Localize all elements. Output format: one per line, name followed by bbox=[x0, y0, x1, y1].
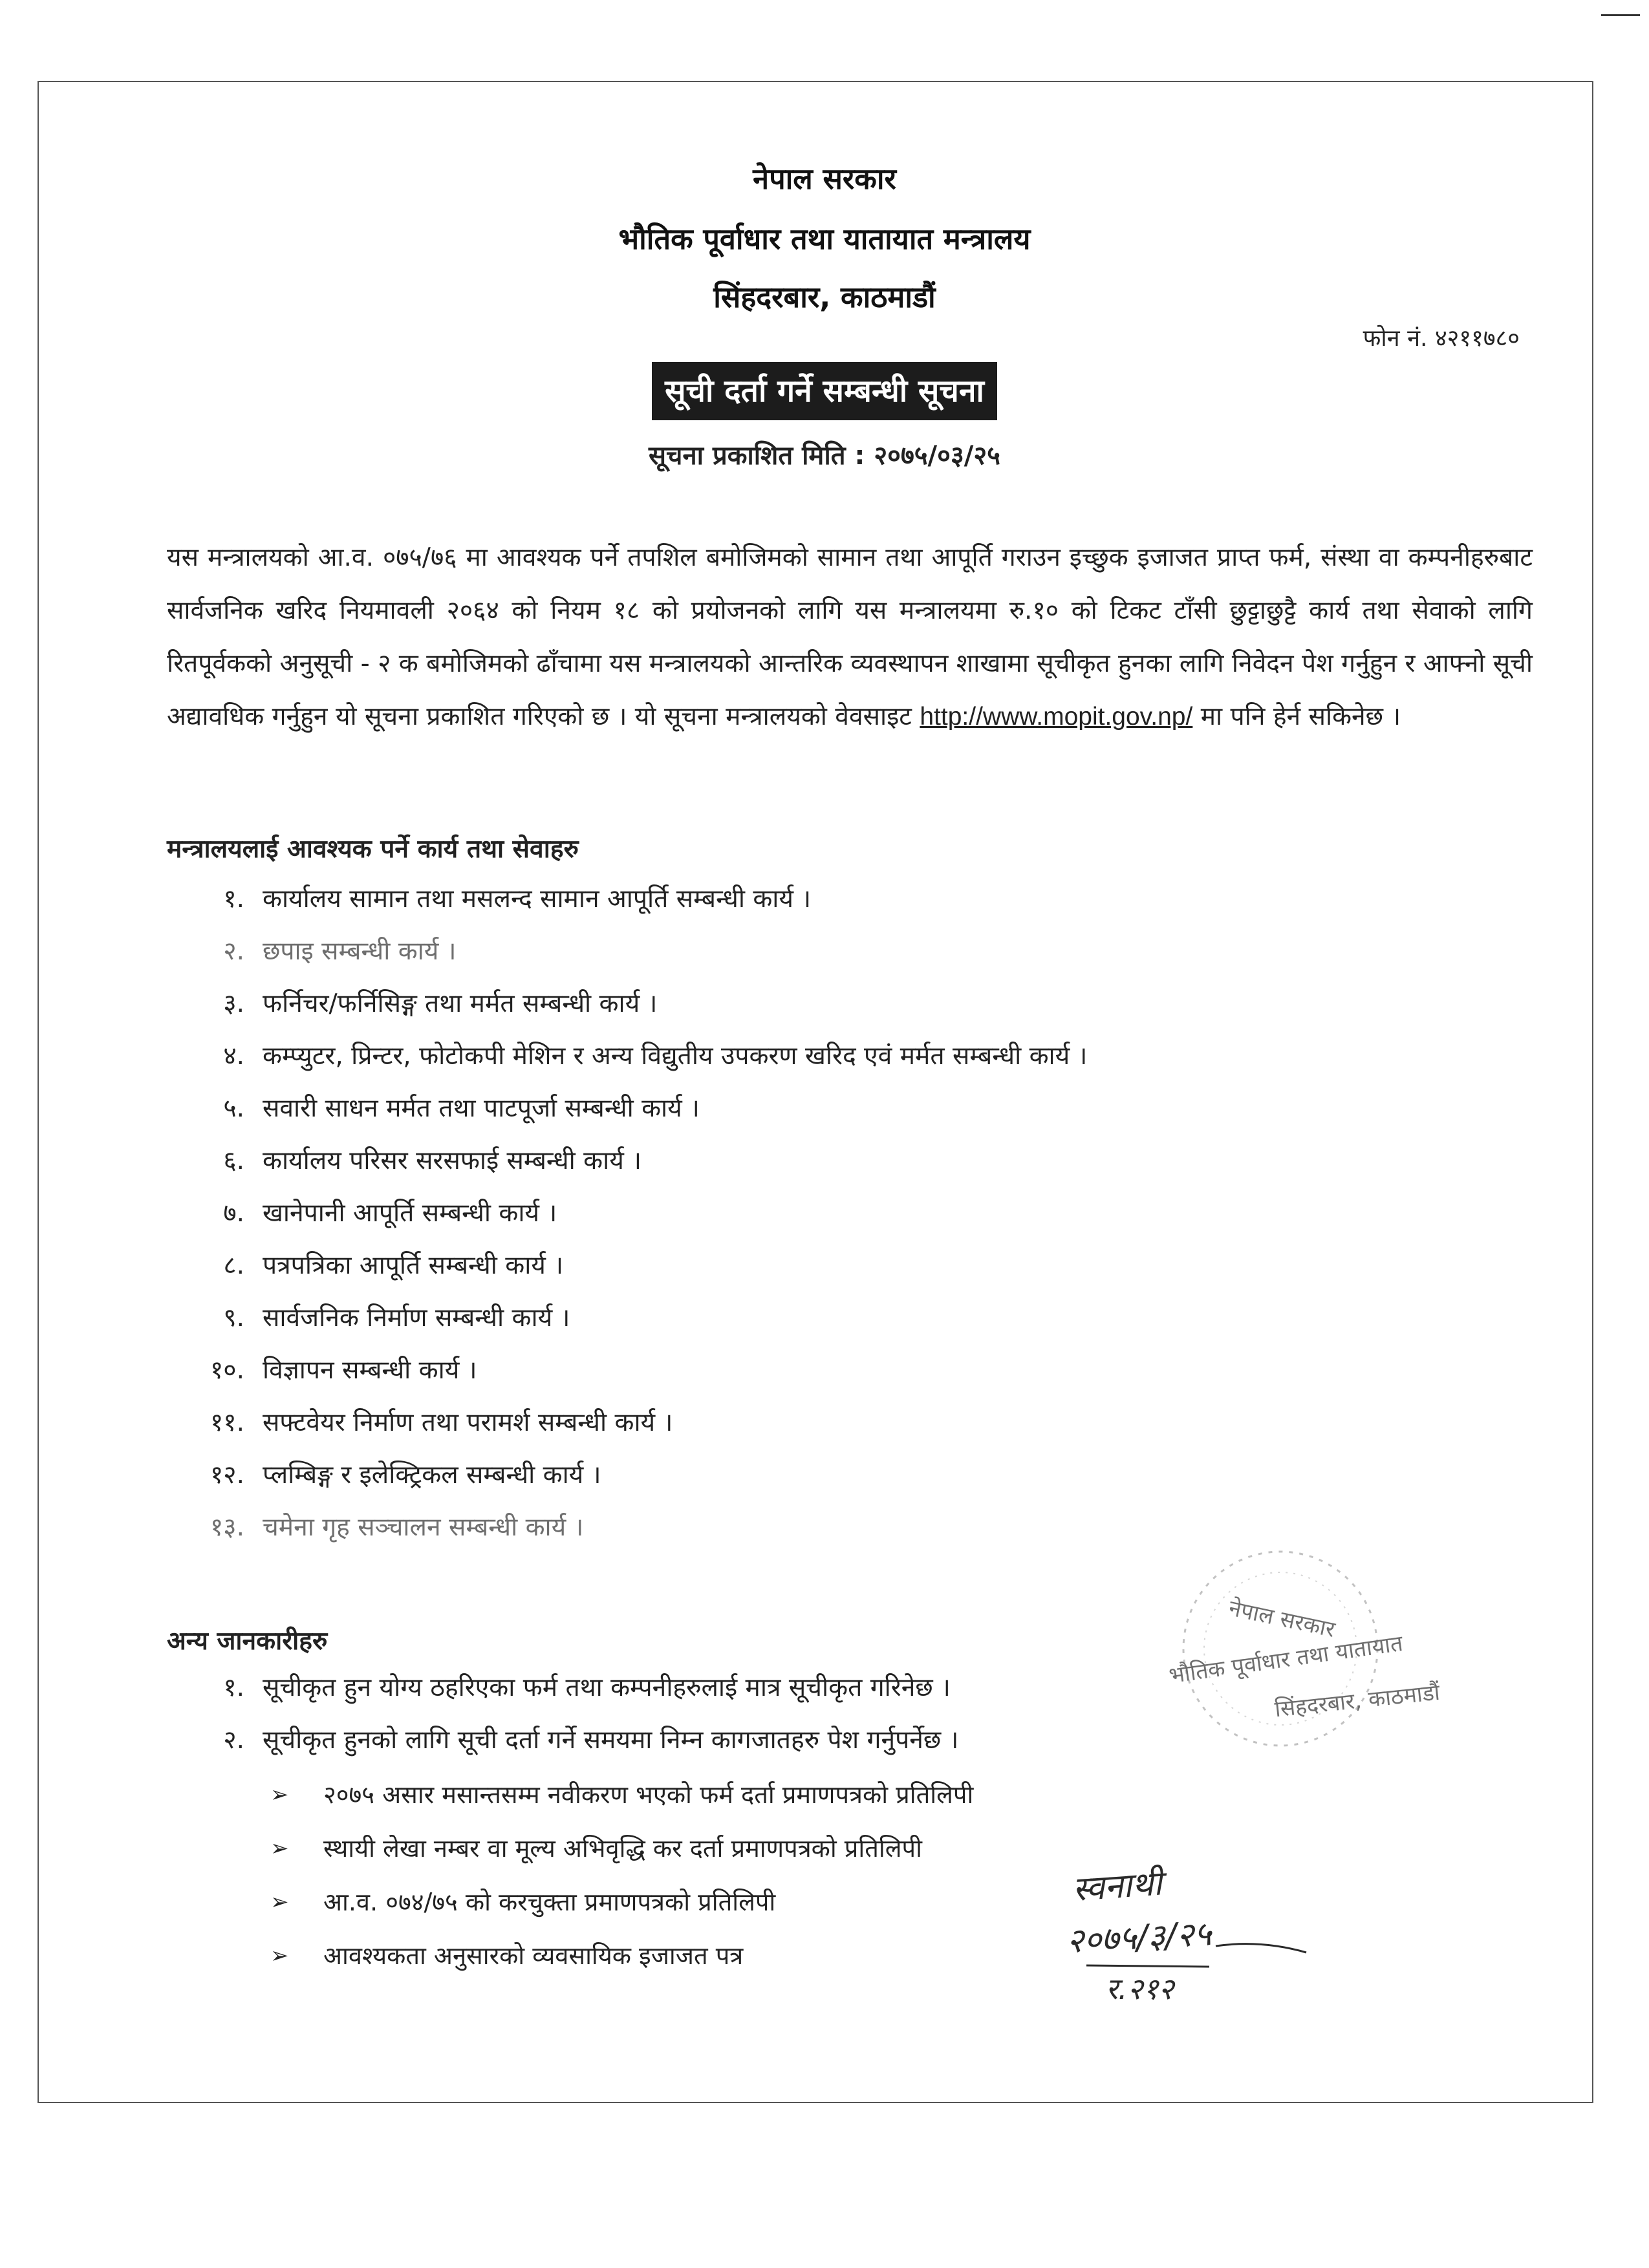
service-item bbox=[167, 1239, 1525, 1292]
service-item bbox=[167, 1344, 1525, 1396]
service-item bbox=[167, 1449, 1525, 1501]
service-item bbox=[167, 1082, 1525, 1135]
government-name: नेपाल सरकार bbox=[753, 162, 896, 196]
service-text: फर्निचर/फर्निसिङ्ग तथा मर्मत सम्बन्धी कार्य । bbox=[263, 989, 658, 1018]
service-number: ७. bbox=[223, 1199, 244, 1228]
ministry-website-link[interactable]: http://www.mopit.gov.np/ bbox=[920, 703, 1193, 731]
service-number: २. bbox=[223, 937, 244, 966]
service-text: पत्रपत्रिका आपूर्ति सम्बन्धी कार्य । bbox=[263, 1251, 564, 1280]
service-number: १३. bbox=[210, 1513, 244, 1542]
signature-underline bbox=[1086, 1965, 1209, 1967]
service-number: ४. bbox=[223, 1042, 244, 1071]
stamp-line-3: सिंहदरबार, काठमाडौं bbox=[1273, 1679, 1441, 1723]
scan-edge-mark bbox=[1601, 14, 1640, 16]
service-number: ६. bbox=[223, 1146, 244, 1175]
service-item bbox=[167, 873, 1525, 925]
published-date: सूचना प्रकाशित मिति : २०७५/०३/२५ bbox=[649, 441, 1000, 471]
service-item bbox=[167, 1396, 1525, 1449]
phone-number: फोन नं. ४२११७८० bbox=[1363, 325, 1520, 352]
arrow-bullet-icon: ➢ bbox=[270, 1943, 289, 1969]
handwritten-signature bbox=[1048, 1856, 1326, 2011]
service-text: कार्यालय सामान तथा मसलन्द सामान आपूर्ति सम्बन्धी कार्य । bbox=[263, 884, 812, 914]
service-text: सफ्टवेयर निर्माण तथा परामर्श सम्बन्धी कार्य । bbox=[263, 1408, 673, 1437]
service-item bbox=[167, 978, 1525, 1030]
service-text: छपाइ सम्बन्धी कार्य । bbox=[263, 937, 457, 966]
service-number: १. bbox=[223, 884, 244, 914]
stamp-line-1: नेपाल सरकार bbox=[1226, 1595, 1337, 1643]
document-text: आ.व. ०७४/७५ को करचुक्ता प्रमाणपत्रको प्रतिलिपी bbox=[323, 1888, 776, 1916]
info-item bbox=[167, 1662, 1525, 1714]
service-number: ११. bbox=[210, 1408, 244, 1437]
service-number: १२. bbox=[210, 1460, 244, 1490]
service-item bbox=[167, 1187, 1525, 1239]
ministry-address: सिंहदरबार, काठमाडौं bbox=[713, 280, 936, 314]
service-text: विज्ञापन सम्बन्धी कार्य । bbox=[263, 1356, 477, 1385]
service-item bbox=[167, 1030, 1525, 1082]
info-item bbox=[167, 1714, 1525, 1766]
arrow-bullet-icon: ➢ bbox=[270, 1782, 289, 1808]
notice-title: सूची दर्ता गर्ने सम्बन्धी सूचना bbox=[652, 362, 997, 420]
service-text: प्लम्बिङ्ग र इलेक्ट्रिकल सम्बन्धी कार्य । bbox=[263, 1460, 601, 1490]
notice-body bbox=[167, 531, 1533, 744]
info-number: १. bbox=[223, 1673, 244, 1702]
notice-title-wrapper bbox=[0, 362, 1649, 420]
service-text: सार्वजनिक निर्माण सम्बन्धी कार्य । bbox=[263, 1303, 570, 1332]
other-info-heading: अन्य जानकारीहरु bbox=[167, 1627, 328, 1656]
service-item bbox=[167, 1135, 1525, 1187]
service-text: चमेना गृह सञ्चालन सम्बन्धी कार्य । bbox=[263, 1513, 584, 1542]
service-text: कार्यालय परिसर सरसफाई सम्बन्धी कार्य । bbox=[263, 1146, 641, 1175]
service-text: कम्प्युटर, प्रिन्टर, फोटोकपी मेशिन र अन्य विद्युतीय उपकरण खरिद एवं मर्मत सम्बन्धी कार्य । bbox=[263, 1042, 1088, 1071]
service-number: ५. bbox=[223, 1094, 244, 1123]
signature-line-3: र.२१२ bbox=[1106, 1971, 1174, 2006]
service-number: १०. bbox=[210, 1356, 244, 1385]
signature-line-2: २०७५/३/२५ bbox=[1065, 1914, 1212, 1961]
service-number: ३. bbox=[223, 989, 244, 1018]
services-list bbox=[167, 873, 1525, 1554]
service-text: सवारी साधन मर्मत तथा पाटपूर्जा सम्बन्धी कार्य । bbox=[263, 1094, 700, 1123]
service-item bbox=[167, 1292, 1525, 1344]
signature-line-1: स्वनाथी bbox=[1071, 1864, 1163, 1909]
other-info-list bbox=[167, 1662, 1525, 1766]
signature-flourish bbox=[1216, 1944, 1306, 1952]
info-text: सूचीकृत हुनको लागि सूची दर्ता गर्ने समयमा निम्न कागजातहरु पेश गर्नुपर्नेछ । bbox=[263, 1726, 959, 1755]
arrow-bullet-icon: ➢ bbox=[270, 1889, 289, 1915]
body-text-main: यस मन्त्रालयको आ.व. ०७५/७६ मा आवश्यक पर्ने तपशिल बमोजिमको सामान तथा आपूर्ति गराउन इच्छुक इजाजत प्राप्त फर्म, संस्था वा कम्पनीहरुबाट सार्वजनिक खरिद नियमावली २०६४ को नियम १८ को प्रयोजनको लागि यस मन्त्रालयमा रु.१० को टिकट टाँसी छुट्टाछुट्टै कार्य तथा सेवाको लागि रितपूर्वकको अनुसूची - २ क बमोजिमको ढाँचामा यस मन्त्रालयको आन्तरिक व्यवस्थापन शाखामा सूचीकृत हुनका लागि निवेदन पेश गर्नुहुन र आफ्नो सूची अद्यावधिक गर्नुहुन यो सूचना प्रकाशित गरिएको छ । यो सूचना मन्त्रालयको वेवसाइट bbox=[167, 543, 1533, 731]
service-item bbox=[167, 925, 1525, 978]
body-text-end: मा पनि हेर्न सकिनेछ । bbox=[1200, 702, 1401, 731]
document-text: आवश्यकता अनुसारको व्यवसायिक इजाजत पत्र bbox=[323, 1942, 744, 1970]
document-text: स्थायी लेखा नम्बर वा मूल्य अभिवृद्धि कर दर्ता प्रमाणपत्रको प्रतिलिपी bbox=[323, 1834, 922, 1863]
document-text: २०७५ असार मसान्तसम्म नवीकरण भएको फर्म दर्ता प्रमाणपत्रको प्रतिलिपी bbox=[323, 1781, 974, 1809]
service-text: खानेपानी आपूर्ति सम्बन्धी कार्य । bbox=[263, 1199, 557, 1228]
service-number: ९. bbox=[223, 1303, 244, 1332]
ministry-name: भौतिक पूर्वाधार तथा यातायात मन्त्रालय bbox=[618, 222, 1031, 256]
stamp-line-2: भौतिक पूर्वाधार तथा यातायात bbox=[1167, 1630, 1405, 1689]
info-text: सूचीकृत हुन योग्य ठहरिएका फर्म तथा कम्पनीहरुलाई मात्र सूचीकृत गरिनेछ । bbox=[263, 1673, 951, 1702]
services-heading: मन्त्रालयलाई आवश्यक पर्ने कार्य तथा सेवाहरु bbox=[167, 835, 579, 864]
info-number: २. bbox=[223, 1726, 244, 1755]
service-number: ८. bbox=[223, 1251, 244, 1280]
arrow-bullet-icon: ➢ bbox=[270, 1835, 289, 1861]
